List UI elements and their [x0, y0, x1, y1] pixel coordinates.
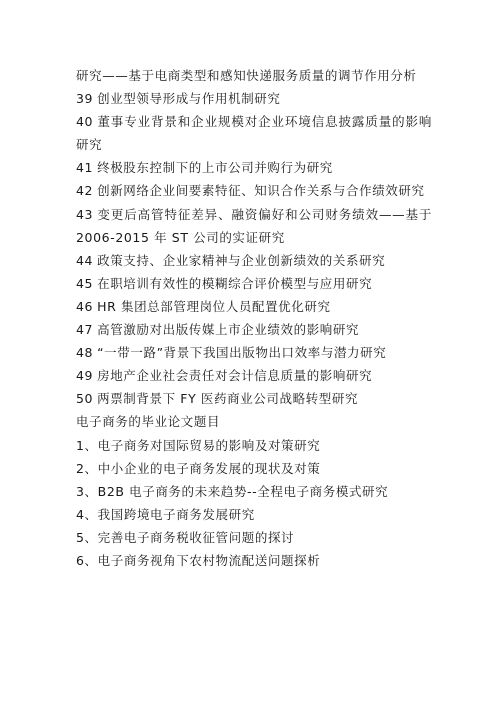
- item-text: 房地产企业社会责任对会计信息质量的影响研究: [97, 368, 373, 384]
- list-item: [76, 203, 432, 249]
- item-number: 50: [76, 391, 94, 407]
- item-text: 董事专业背景和企业规模对企业环境信息披露质量的影响研究: [76, 114, 432, 153]
- item-number: 46: [76, 298, 94, 314]
- list-item: [76, 526, 432, 549]
- item-text: 在职培训有效性的模糊综合评价模型与应用研究: [97, 275, 373, 291]
- item-text: 1、电子商务对国际贸易的影响及对策研究: [76, 437, 321, 453]
- item-text: 4、我国跨境电子商务发展研究: [76, 506, 255, 522]
- list-item: [76, 295, 432, 318]
- list-item: [76, 87, 432, 110]
- list-item: [76, 318, 432, 341]
- item-number: 47: [76, 322, 94, 338]
- text-line: [76, 64, 432, 87]
- list-item: [76, 457, 432, 480]
- item-number: 49: [76, 368, 94, 384]
- list-item: [76, 387, 432, 410]
- item-number: 41: [76, 160, 94, 176]
- list-item: [76, 249, 432, 272]
- item-text: 创业型领导形成与作用机制研究: [97, 91, 281, 107]
- list-item: [76, 480, 432, 503]
- item-text: 政策支持、企业家精神与企业创新绩效的关系研究: [97, 252, 386, 268]
- list-item: [76, 549, 432, 572]
- item-text: 高管激励对出版传媒上市企业绩效的影响研究: [97, 322, 360, 338]
- list-item: [76, 503, 432, 526]
- list-item: [76, 434, 432, 457]
- item-text: 5、完善电子商务税收征管问题的探讨: [76, 529, 295, 545]
- item-number: 42: [76, 183, 94, 199]
- list-item: [76, 364, 432, 387]
- item-text: 终极股东控制下的上市公司并购行为研究: [97, 160, 333, 176]
- document-body: [76, 64, 432, 572]
- item-text: “一带一路”背景下我国出版物出口效率与潜力研究: [97, 345, 387, 361]
- line-text: 研究——基于电商类型和感知快递服务质量的调节作用分析: [76, 68, 417, 83]
- section-heading: [76, 410, 432, 433]
- list-item: [76, 110, 432, 156]
- item-number: 40: [76, 114, 94, 130]
- item-number: 39: [76, 91, 94, 107]
- item-text: 6、电子商务视角下农村物流配送问题探析: [76, 552, 321, 568]
- item-text: HR 集团总部管理岗位人员配置优化研究: [97, 298, 331, 314]
- item-number: 48: [76, 345, 94, 361]
- item-text: 3、B2B 电子商务的未来趋势--全程电子商务模式研究: [76, 483, 389, 499]
- item-text: 创新网络企业间要素特征、知识合作关系与合作绩效研究: [97, 183, 425, 199]
- item-text: 两票制背景下 FY 医药商业公司战略转型研究: [97, 391, 359, 407]
- list-item: [76, 179, 432, 202]
- item-number: 44: [76, 252, 94, 268]
- item-text: 2、中小企业的电子商务发展的现状及对策: [76, 460, 321, 476]
- item-text: 变更后高管特征差异、融资偏好和公司财务绩效——基于 2006-2015 年 ST 公司的实证研究: [76, 206, 432, 245]
- heading-text: 电子商务的毕业论文题目: [76, 414, 221, 430]
- list-item: [76, 341, 432, 364]
- item-number: 45: [76, 275, 94, 291]
- list-item: [76, 272, 432, 295]
- list-item: [76, 156, 432, 179]
- item-number: 43: [76, 206, 94, 222]
